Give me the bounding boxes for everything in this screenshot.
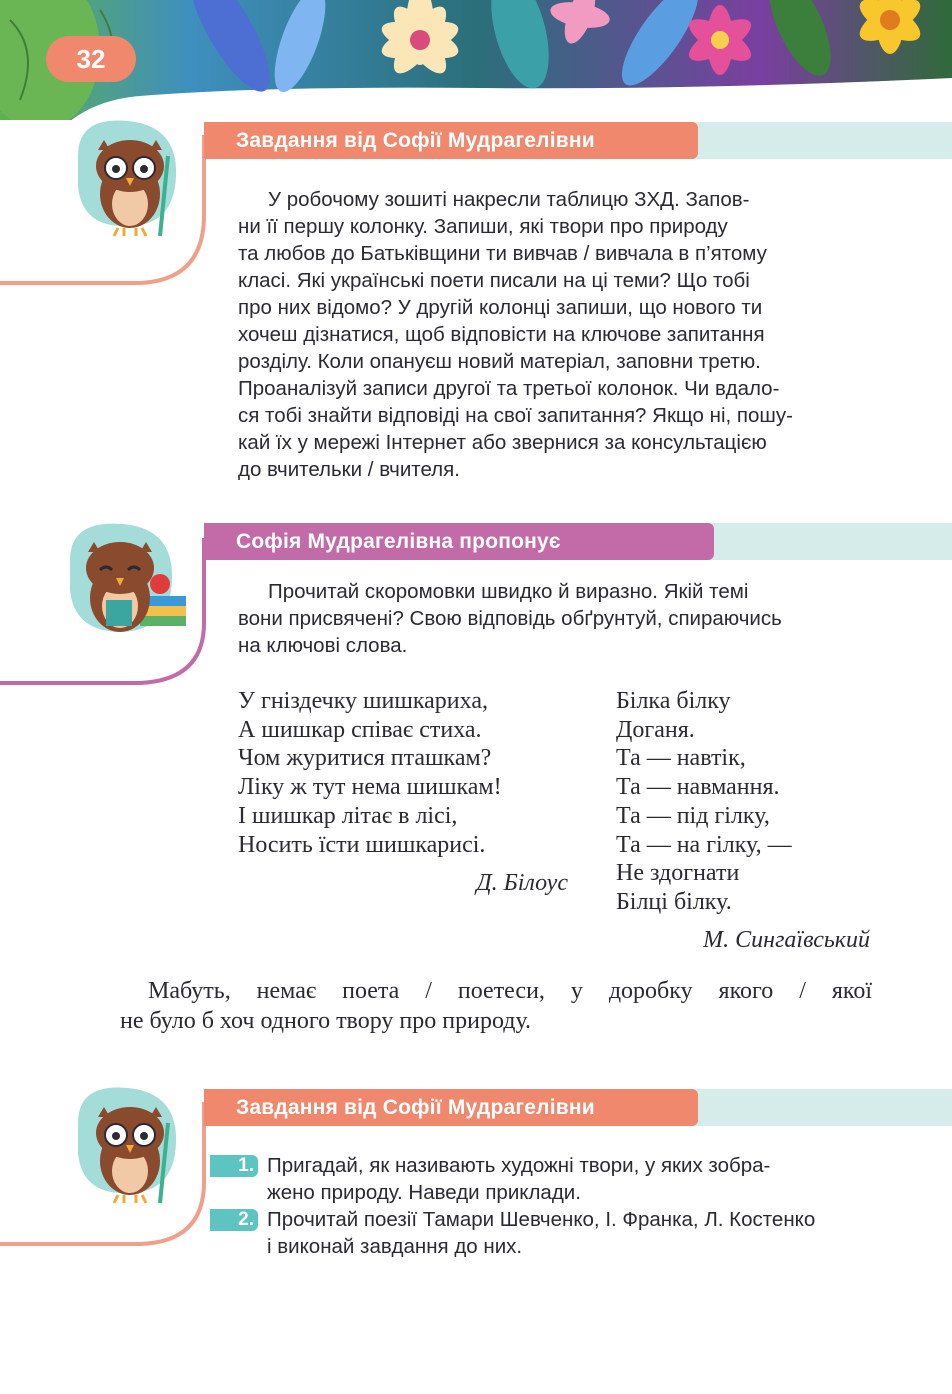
poem-line: Ліку ж тут нема шишкам! bbox=[238, 774, 502, 801]
list-number: 2. bbox=[210, 1209, 258, 1231]
suggestion-header: Софія Мудрагелівна пропонує bbox=[204, 523, 714, 560]
task-header: Завдання від Софії Мудрагелівни bbox=[204, 1089, 698, 1126]
poem-line: У гніздечку шишкариха, bbox=[238, 688, 488, 714]
list-item: Прочитай поезії Тамари Шевченко, І. Франка, Л. Костенко і виконай завдання до них. bbox=[267, 1208, 816, 1258]
list-item: Пригадай, як називають художні твори, у яких зобра- жено природу. Наведи приклади. bbox=[267, 1154, 771, 1204]
header-bar-background bbox=[690, 122, 952, 159]
poem-line: Білка білку bbox=[616, 688, 731, 714]
page-number: 32 bbox=[46, 36, 136, 82]
tongue-twister-poem-2 bbox=[616, 687, 792, 917]
poem-line: Доганя. bbox=[616, 716, 695, 743]
poem-2-author: М. Сингаївський bbox=[703, 927, 870, 953]
owl-teacher-illustration bbox=[68, 116, 188, 256]
poem-line: Не здогнати bbox=[616, 860, 740, 887]
owl-with-books-illustration bbox=[62, 520, 192, 655]
poem-line: Та — навтік, bbox=[616, 745, 746, 772]
suggestion-text: Прочитай скоромовки швидко й виразно. Якій темі вони присвячені? Свою відповідь обґрунтуй, спираючись на ключові слова. bbox=[238, 580, 782, 657]
list-number: 1. bbox=[210, 1155, 258, 1177]
poem-line: Білці білку. bbox=[616, 888, 732, 915]
poem-line: Та — на гілку, — bbox=[616, 831, 792, 858]
owl-teacher-illustration bbox=[68, 1083, 188, 1223]
poem-1-author: Д. Білоус bbox=[476, 870, 568, 896]
tongue-twister-poem-1 bbox=[238, 687, 502, 859]
floral-banner bbox=[0, 0, 952, 120]
task-text: У робочому зошиті накресли таблицю ЗХД. Запов- ни її першу колонку. Запиши, які твори про природу та любов до Батьківщини ти вивчав / вивчала в п’ятому класі. Які українські поети писали на ці теми? Що тобі про них відомо? У другій колонці запиши, що нового ти хочеш дізнатися, щоб відповісти на ключове запитання розділу. Коли опануєш новий матеріал, заповни третю. Проаналізуй записи другої та третьої колонок. Чи вдало- ся тобі знайти відповіді на свої запитання? Якщо ні, пошу- кай їх у мережі Інтернет або звернися за консультацією до вчительки / вчителя. bbox=[238, 188, 793, 481]
poem-line: Носить їсти шишкарисі. bbox=[238, 831, 486, 858]
header-bar-background bbox=[706, 523, 952, 560]
poem-line: І шишкар літає в лісі, bbox=[238, 802, 458, 829]
poem-line: Чом журитися пташкам? bbox=[238, 745, 492, 772]
header-bar-background bbox=[690, 1089, 952, 1126]
poem-line: Та — навмання. bbox=[616, 774, 780, 801]
poem-line: А шишкар співає стиха. bbox=[238, 716, 482, 743]
task-header: Завдання від Софії Мудрагелівни bbox=[204, 122, 698, 159]
poem-line: Та — під гілку, bbox=[616, 802, 770, 829]
statement-paragraph: Мабуть, немає поета / поетеси, у доробку якого / якої не було б хоч одного твору про природу. bbox=[120, 978, 872, 1034]
